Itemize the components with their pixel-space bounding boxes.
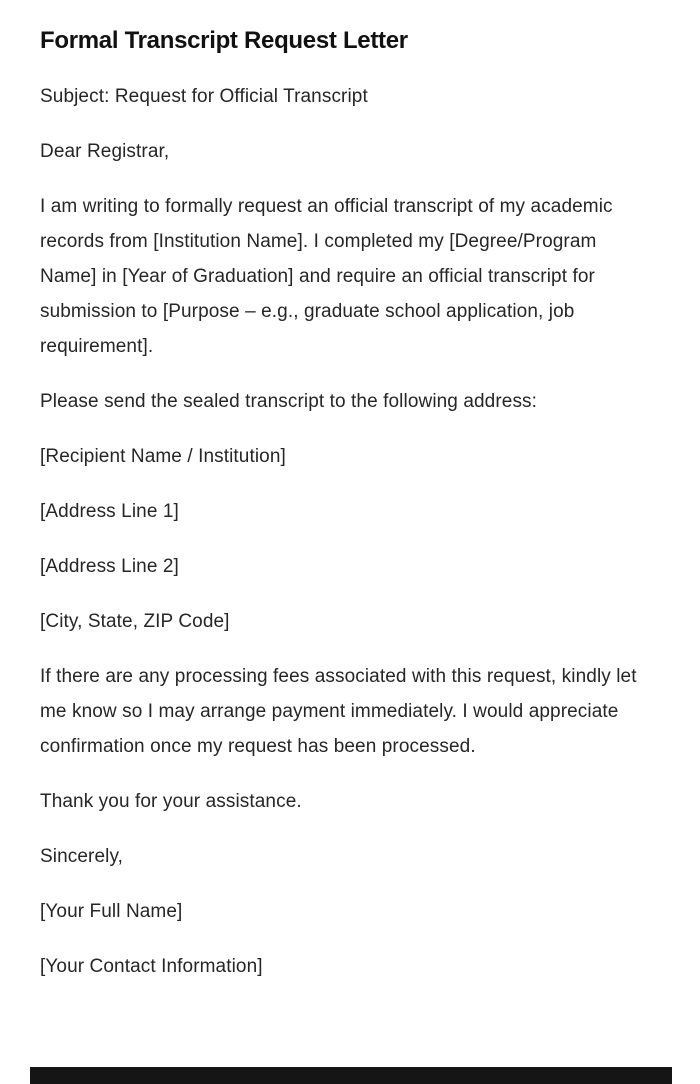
closing-sincerely: Sincerely,: [40, 846, 124, 867]
bottom-cutoff-bar: [30, 1067, 672, 1084]
page-title: Formal Transcript Request Letter: [40, 27, 408, 54]
letter-document: [40, 26, 642, 984]
signature-name-placeholder: [Your Full Name]: [40, 901, 183, 922]
closing-thanks: Thank you for your assistance.: [40, 791, 302, 812]
address-line-2-placeholder: [Address Line 2]: [40, 556, 179, 577]
body-paragraph-request: I am writing to formally request an official transcript of my academic records from [Institution Name]. I completed my [Degree/Program Name] in [Year of Graduation] and require an official transcript for submission to [Purpose – e.g., graduate school application, job requirement].: [40, 196, 613, 357]
address-intro: Please send the sealed transcript to the following address:: [40, 391, 538, 412]
subject-line: Subject: Request for Official Transcript: [40, 86, 368, 107]
salutation: Dear Registrar,: [40, 141, 170, 162]
body-paragraph-fees: If there are any processing fees associated with this request, kindly let me know so I may arrange payment immediately. I would appreciate confirmation once my request has been processed.: [40, 666, 637, 757]
address-city-state-zip-placeholder: [City, State, ZIP Code]: [40, 611, 230, 632]
address-line-1-placeholder: [Address Line 1]: [40, 501, 179, 522]
signature-contact-placeholder: [Your Contact Information]: [40, 956, 263, 977]
address-recipient-placeholder: [Recipient Name / Institution]: [40, 446, 286, 467]
